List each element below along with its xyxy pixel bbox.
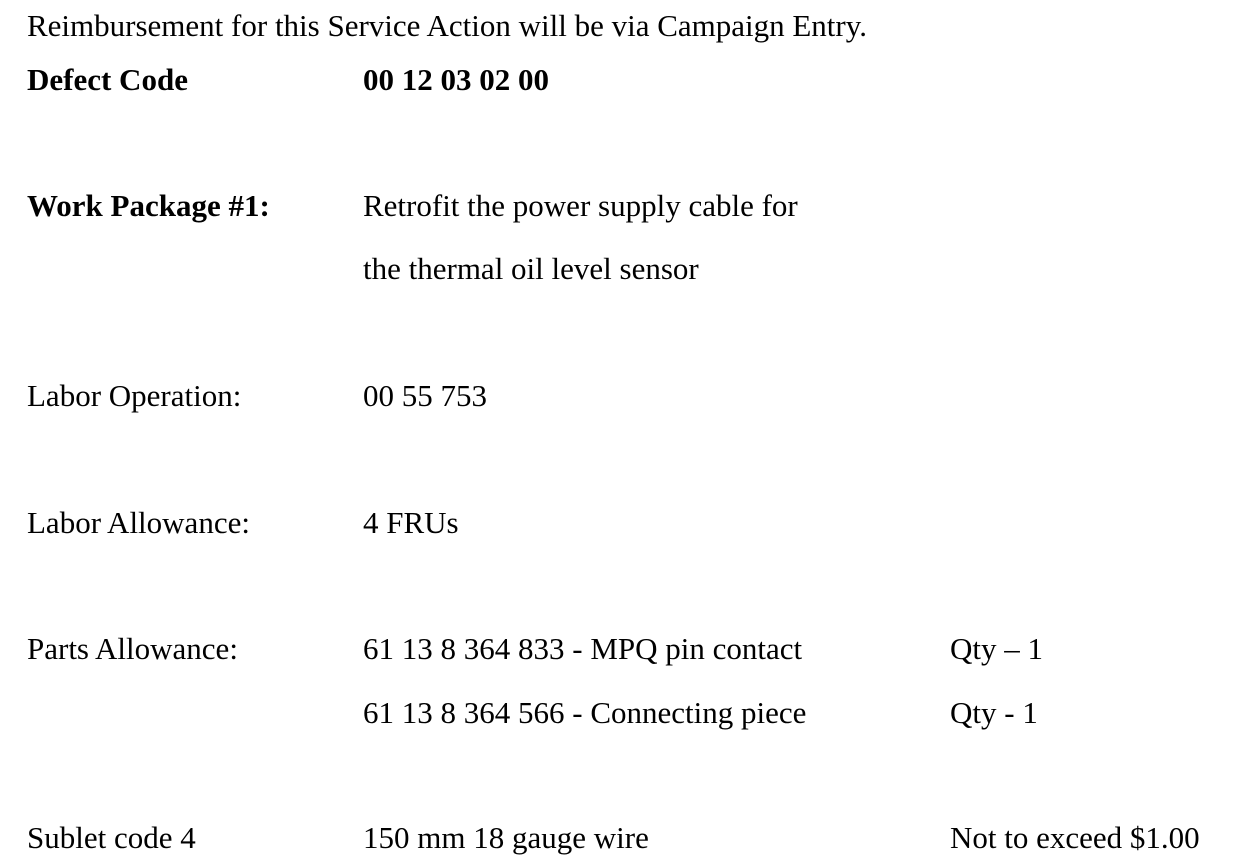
- part-2-qty: Qty - 1: [950, 695, 1038, 730]
- labor-allowance-label: Labor Allowance:: [27, 505, 250, 540]
- parts-allowance-label: Parts Allowance:: [27, 631, 238, 666]
- defect-code-label: Defect Code: [27, 62, 188, 97]
- sublet-description: 150 mm 18 gauge wire: [363, 820, 649, 855]
- work-package-line-2: the thermal oil level sensor: [363, 251, 699, 286]
- defect-code-value: 00 12 03 02 00: [363, 62, 549, 97]
- sublet-limit: Not to exceed $1.00: [950, 820, 1200, 855]
- labor-allowance-value: 4 FRUs: [363, 505, 459, 540]
- part-1-qty: Qty – 1: [950, 631, 1043, 666]
- intro-text: Reimbursement for this Service Action will be via Campaign Entry.: [27, 8, 867, 43]
- labor-operation-label: Labor Operation:: [27, 378, 242, 413]
- part-1-description: 61 13 8 364 833 - MPQ pin contact: [363, 631, 803, 666]
- work-package-line-1: Retrofit the power supply cable for: [363, 188, 798, 223]
- labor-operation-value: 00 55 753: [363, 378, 487, 413]
- part-2-description: 61 13 8 364 566 - Connecting piece: [363, 695, 807, 730]
- sublet-code-label: Sublet code 4: [27, 820, 196, 855]
- work-package-label: Work Package #1:: [27, 188, 270, 223]
